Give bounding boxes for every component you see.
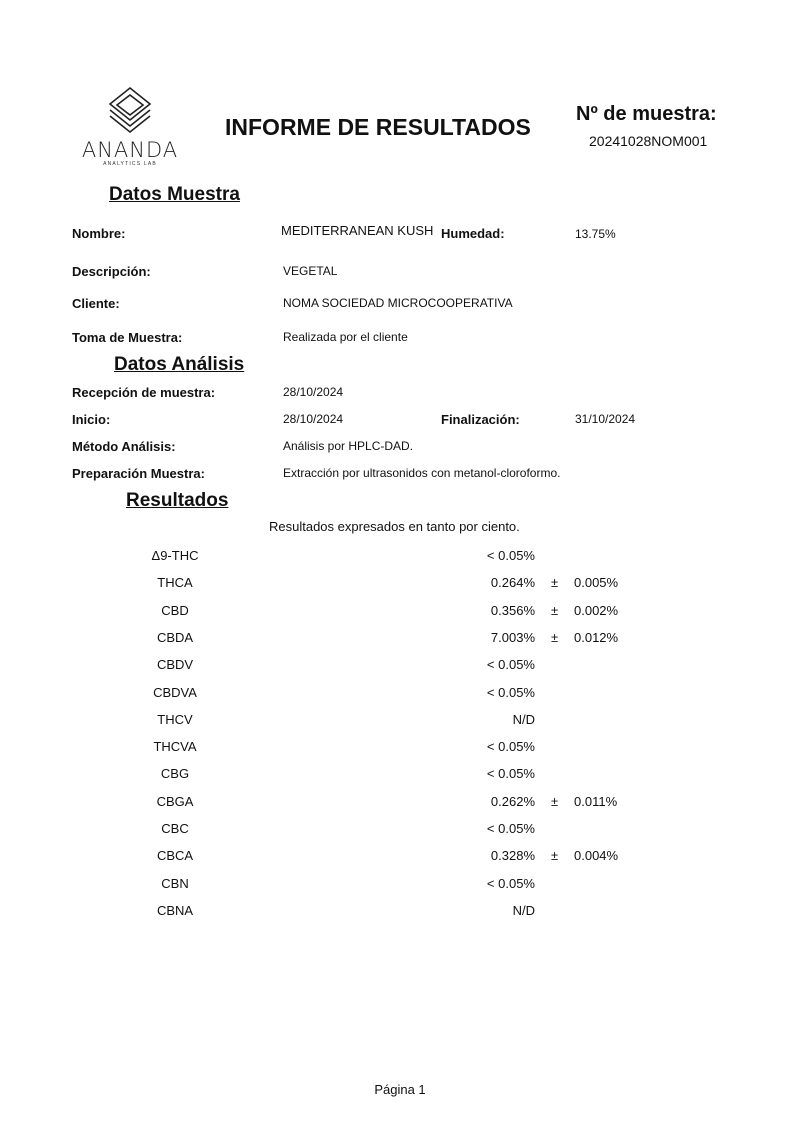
compound-name: THCA (157, 575, 193, 590)
plus-minus-sign: ± (551, 848, 559, 863)
result-value: 7.003% (490, 630, 535, 645)
plus-minus-sign: ± (551, 603, 559, 618)
compound-name: CBN (161, 876, 189, 891)
name-value: MEDITERRANEAN KUSH (281, 223, 434, 238)
uncertainty-value: 0.002% (574, 603, 619, 618)
client-label: Cliente: (72, 296, 120, 311)
logo-name: ANANDA (81, 138, 179, 162)
start-label: Inicio: (72, 412, 111, 427)
compound-name: CBD (161, 603, 189, 618)
results-note: Resultados expresados en tanto por ciento. (269, 519, 520, 534)
uncertainty-value: 0.012% (574, 630, 619, 645)
uncertainty-value: 0.004% (574, 848, 619, 863)
compound-name: CBNA (156, 903, 194, 918)
analysis-data-heading: Datos Análisis (114, 354, 245, 375)
result-value: N/D (512, 903, 535, 918)
humidity-value: 13.75% (575, 227, 616, 241)
compound-name: CBDA (156, 630, 194, 645)
plus-minus-sign: ± (551, 575, 559, 590)
method-label: Método Análisis: (72, 439, 176, 454)
preparation-value: Extracción por ultrasonidos con metanol-cloroformo. (283, 466, 561, 480)
description-label: Descripción: (72, 264, 151, 279)
end-value: 31/10/2024 (575, 412, 636, 426)
result-value: < 0.05% (486, 685, 535, 700)
page-number: Página 1 (374, 1082, 426, 1097)
result-value: 0.356% (490, 603, 535, 618)
result-value: < 0.05% (486, 657, 535, 672)
compound-name: CBDV (156, 657, 194, 672)
start-value: 28/10/2024 (283, 412, 344, 426)
compound-name: CBDVA (153, 685, 197, 700)
compound-name: THCVA (153, 739, 197, 754)
result-value: 0.264% (490, 575, 535, 590)
end-label: Finalización: (441, 412, 520, 427)
result-value: < 0.05% (486, 821, 535, 836)
sample-data-heading: Datos Muestra (109, 184, 240, 205)
result-value: < 0.05% (486, 548, 535, 563)
sampling-value: Realizada por el cliente (283, 330, 408, 344)
results-heading: Resultados (126, 490, 229, 511)
result-value: 0.262% (490, 794, 535, 809)
logo-subtitle: ANALYTICS LAB (103, 161, 157, 167)
reception-value: 28/10/2024 (283, 385, 344, 399)
company-logo (80, 86, 180, 166)
result-value: N/D (512, 712, 535, 727)
uncertainty-value: 0.005% (574, 575, 619, 590)
result-value: 0.328% (490, 848, 535, 863)
method-value: Análisis por HPLC-DAD. (283, 439, 414, 453)
sample-number-value: 20241028NOM001 (589, 133, 708, 149)
plus-minus-sign: ± (551, 630, 559, 645)
layered-diamond-logo-icon (106, 86, 154, 136)
reception-label: Recepción de muestra: (72, 385, 216, 400)
humidity-label: Humedad: (441, 226, 505, 241)
compound-name: THCV (157, 712, 193, 727)
compound-name: CBG (160, 766, 190, 781)
result-value: < 0.05% (486, 739, 535, 754)
compound-name: CBGA (156, 794, 194, 809)
compound-name: CBCA (156, 848, 194, 863)
result-value: < 0.05% (486, 876, 535, 891)
sample-number-label: Nº de muestra: (576, 103, 717, 125)
preparation-label: Preparación Muestra: (72, 466, 205, 481)
description-value: VEGETAL (283, 264, 338, 278)
name-label: Nombre: (72, 226, 126, 241)
compound-name: Δ9-THC (151, 548, 199, 563)
sampling-label: Toma de Muestra: (72, 330, 183, 345)
compound-name: CBC (161, 821, 189, 836)
report-title: INFORME DE RESULTADOS (225, 114, 531, 140)
uncertainty-value: 0.011% (574, 794, 618, 809)
client-value: NOMA SOCIEDAD MICROCOOPERATIVA (283, 296, 513, 310)
plus-minus-sign: ± (551, 794, 559, 809)
result-value: < 0.05% (486, 766, 535, 781)
